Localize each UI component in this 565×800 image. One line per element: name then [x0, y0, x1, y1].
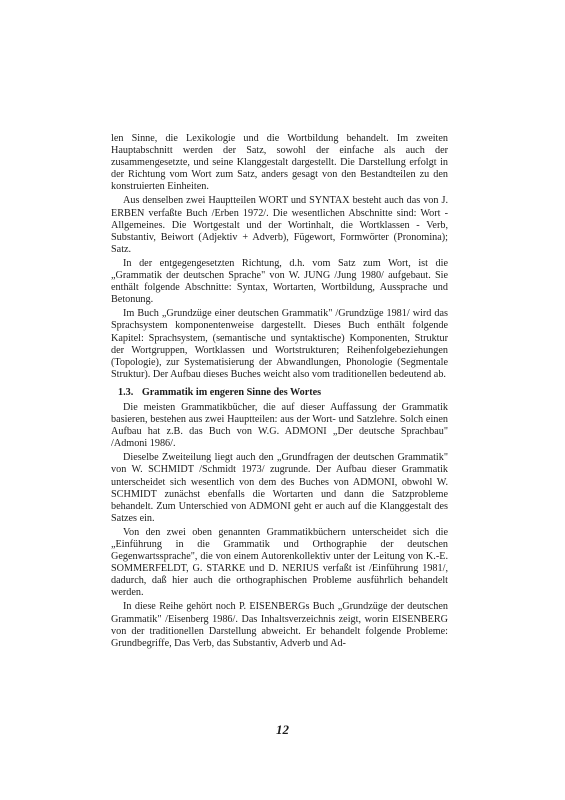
- page-number: 12: [276, 722, 289, 737]
- paragraph-4: Im Buch „Grundzüge einer deutschen Grammatik" /Grundzüge 1981/ wird das Sprachsystem komponentenweise dargestellt. Dieses Buch enthält folgende Kapitel: Sprachsystem, (semantische und syntaktische) Komponenten, Struktur der Wortgruppen, Wortklassen und Wortstrukturen; Reihenfolgebeziehungen (Topologie), zur Systematisierung der Abwandlungen, Phonologie (Segmentale Struktur). Der Aufbau dieses Buches weicht also vom traditionellen bedeutend ab.: [111, 308, 448, 380]
- section-title: Grammatik im engeren Sinne des Wortes: [141, 386, 322, 398]
- paragraph-3: In der entgegengesetzten Richtung, d.h. vom Satz zum Wort, ist die „Grammatik der deutschen Sprache" von W. JUNG /Jung 1980/ aufgebaut. Sie enthält folgende Abschnitte: Syntax, Wortarten, Wortbildung, Aussprache und Betonung.: [111, 257, 448, 306]
- paragraph-8: In diese Reihe gehört noch P. EISENBERGs Buch „Grundzüge der deutschen Grammatik" /Eisenberg 1986/. Das Inhaltsverzeichnis zeigt, worin EISENBERG von der traditionellen Darstellung abweicht. Er behandelt folgende Probleme: Grundbegriffe, Das Verb, das Substantiv, Adverb und Ad-: [111, 601, 448, 649]
- paragraph-7: Von den zwei oben genannten Grammatikbüchern unterscheidet sich die „Einführung in die Grammatik und Orthographie der deutschen Gegenwartssprache", die von einem Autorenkollektiv unter der Leitung von K.-E. SOMMERFELDT, G. STARKE und D. NERIUS verfaßt ist /Einführung 1981/, dadurch, daß hier auch die orthographischen Probleme ausführlich behandelt werden.: [111, 526, 448, 599]
- page-body: [111, 133, 448, 652]
- paragraph-6: Dieselbe Zweiteilung liegt auch den „Grundfragen der deutschen Grammatik" von W. SCHMIDT /Schmidt 1973/ zugrunde. Der Aufbau dieser Grammatik unterscheidet sich wesentlich von dem des Buches von ADMONI, obwohl W. SCHMIDT zunächst ebenfalls die Wortarten und dann die Satzprobleme behandelt. Zum Unterschied von ADMONI geht er auch auf die Klanggestalt des Satzes ein.: [111, 452, 448, 524]
- paragraph-2: Aus denselben zwei Hauptteilen WORT und SYNTAX besteht auch das von J. ERBEN verfaßte Buch /Erben 1972/. Die wesentlichen Abschnitte sind: Wort - Allgemeines. Die Wortgestalt und der Wortinhalt, die Wortklassen - Verb, Substantiv, Beiwort (Adjektiv + Adverb), Fügewort, Formwörter (Pronomina); Satz.: [111, 195, 448, 255]
- paragraph-1: len Sinne, die Lexikologie und die Wortbildung behandelt. Im zweiten Hauptabschnitt werden der Satz, sowohl der einfache als auch der zusammengesetzte, und seine Klanggestalt dargestellt. Die Darstellung erfolgt in der Richtung vom Wort zum Satz, anders gesagt von den Bestandteilen zu den konstruierten Einheiten.: [111, 133, 448, 193]
- section-number: 1.3.: [118, 386, 134, 398]
- paragraph-5: Die meisten Grammatikbücher, die auf dieser Auffassung der Grammatik basieren, bestehen aus zwei Hauptteilen: aus der Wort- und Satzlehre. Solch einen Aufbau hat z.B. das Buch von W.G. ADMONI „Der deutsche Sprachbau" /Admoni 1986/.: [111, 401, 448, 450]
- section-heading: [111, 387, 448, 399]
